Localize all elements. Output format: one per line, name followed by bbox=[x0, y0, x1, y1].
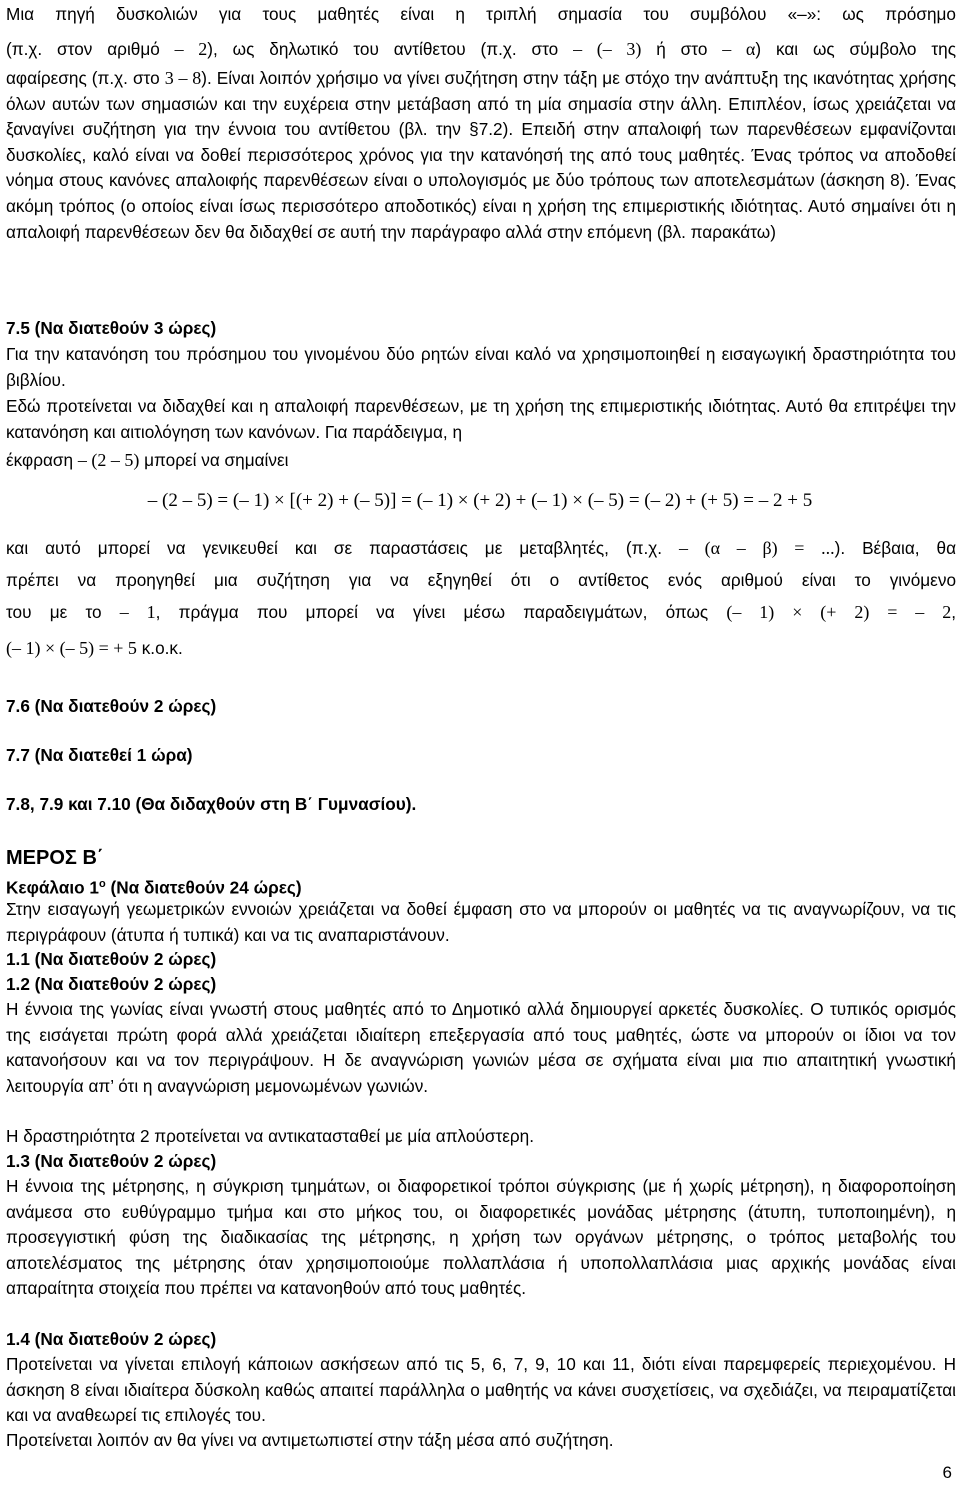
distributive-formula: – (2 – 5) = (– 1) × [(+ 2) + (– 5)] = (– 1) × (+ 2) + (– 1) × (– 5) = (– 2) + (+ 5) = – 2 + 5 bbox=[147, 490, 813, 511]
section-1-4-text-1: Προτείνεται να γίνεται επιλογή κάποιων ασκήσεων από τις 5, 6, 7, 9, 10 και 11, διότι είναι παρεμφερείς περιεχομένου. Η άσκηση 8 είναι ιδιαίτερα δύσκολη καθώς απαιτεί παράλληλα ο μαθητής να κάνει συσχετίσεις, να σχεδιάζει, να πειραματίζεται και να αναθεωρεί τις επιλογές του. bbox=[6, 1354, 956, 1426]
math-product-example-1: (– 1) × (+ 2) = – 2 bbox=[726, 602, 952, 622]
para1-text-6: αφαίρεσης (π.χ. στο bbox=[6, 68, 165, 88]
para1-text-1: Μια πηγή δυσκολιών για τους μαθητές είναι η τριπλή σημασία του συμβόλου «–»: ως πρόσημο bbox=[6, 4, 956, 24]
math-minus-two-minus-five: – (2 – 5) bbox=[77, 450, 140, 470]
expression-label: έκφραση bbox=[6, 450, 78, 470]
para1-text-7: ). Είναι λοιπόν χρήσιμο να γίνει συζήτηση στην τάξη με στόχο την ανάπτυξη της ικανότητας χρήσης όλων αυτών των σημασιών και την ευχέρεια στην μετάβαση από τη μία σημασία στην άλλη. Επιπλέον, ίσως χρειάζεται να ξαναγίνει συζήτηση για την έννοια του αντίθετου (βλ. την §7.2). Επειδή στην απαλοιφή των παρενθέσεων εμφανίζονται δυσκολίες, καλό είναι να δοθεί περισσότερος χρόνος για την κατανόησή της από τους μαθητές. Ένας τρόπος να αποδοθεί νόημα στους κανόνες απαλοιφής παρενθέσεων είναι ο υπολογισμός με δύο τρόπους των αποτελεσμάτων (άσκηση 8). Ένας ακόμη τρόπος (ο οποίος είναι ίσως περισσότερο αποδοτικός) είναι η χρήση της επιμεριστικής ιδιότητας. Αυτό σημαίνει ότι η απαλοιφή παρενθέσεων δεν θα διδαχθεί σε αυτή την παράγραφο αλλά στην επόμενη (βλ. παρακάτω) bbox=[6, 68, 957, 242]
chapter-1-superscript: ο bbox=[98, 878, 106, 890]
math-opposite-alpha: – α bbox=[722, 39, 756, 59]
expression-meaning: μπορεί να σημαίνει bbox=[139, 450, 289, 470]
generalize-text-1: και αυτό μπορεί να γενικευθεί και σε παραστάσεις με μεταβλητές, (π.χ. bbox=[6, 538, 679, 558]
page-number: 6 bbox=[942, 1463, 952, 1482]
math-opposite-minus-three: – (– 3) bbox=[573, 39, 642, 59]
section-1-4-heading: 1.4 (Να διατεθούν 2 ώρες) bbox=[6, 1329, 217, 1349]
part-b-intro: Στην εισαγωγή γεωμετρικών εννοιών χρειάζεται να δοθεί έμφαση στο να μπορούν οι μαθητές να τις αναγνωρίζουν, να τις περιγράφουν (άτυπα ή τυπικά) και να τις αναπαριστάνουν. bbox=[6, 899, 956, 945]
section-7-5-p4-text-1: του με το bbox=[6, 602, 120, 622]
section-7-7-heading: 7.7 (Να διατεθεί 1 ώρα) bbox=[6, 745, 193, 765]
section-1-3-text: Η έννοια της μέτρησης, η σύγκριση τμημάτων, οι διαφορετικοί τρόποι σύγκρισης (με ή χωρίς μέτρηση), η διαφοροποίηση ανάμεσα στο ευθύγραμμο τμήμα και στο μήκος του, οι διαφορετικές μονάδας μέτρησης (άτυπη, τυποποιημένη), η προσεγγιστική φύση της διαδικασίας της μέτρησης, η χρήση των οργάνων μέτρησης, ο τρόπος μεταβολής του αποτελέσματος της μέτρησης όταν χρησιμοποιούμε πολλαπλάσια ή υποπολλαπλάσια μιας αρχικής μονάδας είναι απαραίτητα στοιχεία που πρέπει να κατανοηθούν από τους μαθητές. bbox=[6, 1176, 956, 1299]
para1-line1 bbox=[6, 2, 956, 27]
math-three-minus-eight: 3 – 8 bbox=[164, 68, 202, 88]
para1-line2 bbox=[6, 37, 956, 62]
section-1-4-text-2: Προτείνεται λοιπόν αν θα γίνει να αντιμετωπιστεί στην τάξη μέσα από συζήτηση. bbox=[6, 1430, 614, 1450]
math-minus-one: – 1 bbox=[119, 602, 156, 622]
section-1-2-text-2: Η δραστηριότητα 2 προτείνεται να αντικατασταθεί με μία απλούστερη. bbox=[6, 1126, 535, 1146]
part-b-title: ΜΕΡΟΣ Β΄ bbox=[6, 847, 104, 869]
section-1-2-text-1: Η έννοια της γωνίας είναι γνωστή στους μαθητές από το Δημοτικό αλλά δημιουργεί αρκετές δυσκολίες. Ο τυπικός ορισμός της εισάγεται πρώτη φορά αλλά χρειάζεται ιδιαίτερη επεξεργασία από τους μαθητές, ώστε να μπορούν οι ίδιοι να τον κατανοήσουν και να τον περιγράψουν. Η δε αναγνώριση γωνιών μέσα σε σχήματα είναι μια πιο απαιτητική γνωστική λειτουργία απ’ ότι η αναγνώριση μεμονωμένων γωνιών. bbox=[6, 999, 956, 1096]
para1-text-5: ) και ως σύμβολο της bbox=[755, 39, 956, 59]
section-1-3-heading: 1.3 (Να διατεθούν 2 ώρες) bbox=[6, 1151, 217, 1171]
section-7-5-p5-text: κ.ο.κ. bbox=[136, 638, 183, 658]
section-7-5-p3-text: πρέπει να προηγηθεί μια συζήτηση για να εξηγηθεί ότι ο αντίθετος ενός αριθμού είναι το γινόμενο bbox=[6, 570, 956, 590]
section-7-6-heading: 7.6 (Να διατεθούν 2 ώρες) bbox=[6, 696, 217, 716]
chapter-1-label: Κεφάλαιο 1 bbox=[6, 877, 99, 898]
para1-text-4: ή στο bbox=[641, 39, 723, 59]
math-product-example-2: (– 1) × (– 5) = + 5 bbox=[6, 638, 137, 658]
expression-line bbox=[6, 448, 956, 473]
chapter-1-hours: (Να διατεθούν 24 ώρες) bbox=[105, 877, 302, 898]
math-minus-alpha-minus-beta: – (α – β) = ... bbox=[679, 538, 835, 558]
section-7-5-p4-text-2: , πράγμα που μπορεί να γίνει μέσω παραδειγμάτων, όπως bbox=[155, 602, 727, 622]
section-7-5-p4-comma: , bbox=[951, 602, 957, 622]
generalize-line bbox=[6, 536, 956, 561]
section-7-8-heading: 7.8, 7.9 και 7.10 (Θα διδαχθούν στη Β΄ Γυμνασίου). bbox=[6, 794, 417, 814]
para1-text-2: (π.χ. στον αριθμό bbox=[6, 39, 175, 59]
section-7-5-p5 bbox=[6, 636, 956, 661]
section-1-2-heading: 1.2 (Να διατεθούν 2 ώρες) bbox=[6, 974, 217, 994]
section-7-5-p1: Για την κατανόηση του πρόσημου του γινομένου δύο ρητών είναι καλό να χρησιμοποιηθεί η εισαγωγική δραστηριότητα του βιβλίου. bbox=[6, 344, 956, 390]
para1-body bbox=[6, 66, 956, 245]
math-minus-two: – 2 bbox=[174, 39, 208, 59]
section-7-5-p4 bbox=[6, 600, 956, 625]
para1-text-3: ), ως δηλωτικό του αντίθετου (π.χ. στο bbox=[207, 39, 574, 59]
section-1-1-heading: 1.1 (Να διατεθούν 2 ώρες) bbox=[6, 949, 217, 969]
generalize-text-2: ). Βέβαια, θα bbox=[834, 538, 957, 558]
section-7-5-p2: Εδώ προτείνεται να διδαχθεί και η απαλοιφή παρενθέσεων, με τη χρήση της επιμεριστικής ιδιότητας. Αυτό θα επιτρέψει την κατανόηση και αιτιολόγηση των κανόνων. Για παράδειγμα, η bbox=[6, 396, 956, 442]
section-7-5-heading: 7.5 (Να διατεθούν 3 ώρες) bbox=[6, 318, 217, 338]
section-7-5-p3 bbox=[6, 568, 956, 593]
